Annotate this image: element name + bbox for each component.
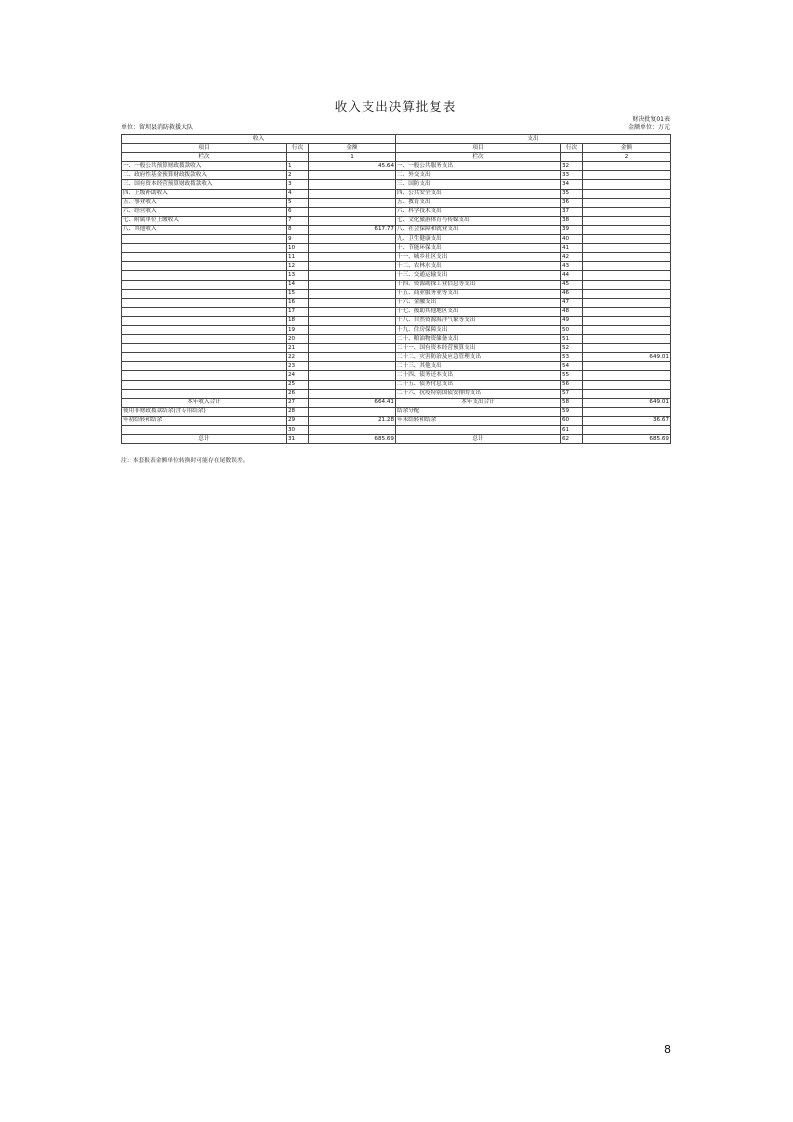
table-row <box>122 307 671 316</box>
table-row <box>122 325 671 334</box>
total-row <box>122 398 671 407</box>
expense-amount <box>583 344 671 353</box>
income-item: 五、事业收入 <box>122 198 287 207</box>
total-row <box>122 416 671 425</box>
table-row <box>122 216 671 225</box>
header-item: 项目 <box>122 144 287 153</box>
expense-line-no: 41 <box>561 244 583 253</box>
income-item: 二、政府性基金预算财政拨款收入 <box>122 171 287 180</box>
expense-item: 一、一般公共服务支出 <box>396 162 561 171</box>
income-line-no: 14 <box>287 280 309 289</box>
income-amount: 617.77 <box>309 225 396 234</box>
income-amount <box>309 216 396 225</box>
expense-amount <box>583 371 671 380</box>
table-row <box>122 380 671 389</box>
table-row <box>122 289 671 298</box>
income-line-no: 25 <box>287 380 309 389</box>
income-line-no: 2 <box>287 171 309 180</box>
income-line-no: 7 <box>287 216 309 225</box>
column-header-row <box>122 144 671 153</box>
expense-amount <box>583 380 671 389</box>
expense-amount <box>583 162 671 171</box>
income-total-label: 总计 <box>122 435 287 444</box>
expense-amount <box>583 235 671 244</box>
income-line-no: 26 <box>287 389 309 398</box>
table-row <box>122 244 671 253</box>
table-row <box>122 162 671 171</box>
income-amount <box>309 344 396 353</box>
income-amount <box>309 280 396 289</box>
income-line-no: 19 <box>287 325 309 334</box>
expense-line-no: 62 <box>561 435 583 444</box>
income-amount <box>309 235 396 244</box>
expense-amount <box>583 180 671 189</box>
expense-amount <box>583 171 671 180</box>
income-item <box>122 325 287 334</box>
expense-item: 六、科学技术支出 <box>396 207 561 216</box>
expense-line-no: 57 <box>561 389 583 398</box>
income-item <box>122 362 287 371</box>
expense-amount <box>583 335 671 344</box>
income-amount <box>309 407 396 416</box>
income-line-no: 3 <box>287 180 309 189</box>
expense-line-no: 43 <box>561 262 583 271</box>
empty-cell <box>561 153 583 162</box>
expense-item: 二十四、债务还本支出 <box>396 371 561 380</box>
income-line-no: 11 <box>287 253 309 262</box>
table-row <box>122 335 671 344</box>
income-line-no: 1 <box>287 162 309 171</box>
total-row <box>122 435 671 444</box>
expense-item: 二十一、国有资本经营预算支出 <box>396 344 561 353</box>
expense-amount <box>583 225 671 234</box>
expense-line-no: 52 <box>561 344 583 353</box>
expense-line-no: 45 <box>561 280 583 289</box>
income-amount <box>309 335 396 344</box>
income-line-no: 5 <box>287 198 309 207</box>
table-row <box>122 271 671 280</box>
table-row <box>122 362 671 371</box>
income-item <box>122 307 287 316</box>
expense-line-no: 51 <box>561 335 583 344</box>
expense-amount <box>583 325 671 334</box>
expense-total-label: 本年支出合计 <box>396 398 561 407</box>
expense-item: 十二、农林水支出 <box>396 262 561 271</box>
income-item <box>122 280 287 289</box>
expense-item: 十四、资源勘探工业信息等支出 <box>396 280 561 289</box>
income-amount <box>309 189 396 198</box>
expense-amount: 649.01 <box>583 398 671 407</box>
expense-item: 二十五、债务付息支出 <box>396 380 561 389</box>
header-line-no: 行次 <box>287 144 309 153</box>
page-number: 8 <box>664 1043 671 1056</box>
income-amount <box>309 371 396 380</box>
income-amount <box>309 207 396 216</box>
table-row <box>122 262 671 271</box>
income-item <box>122 253 287 262</box>
income-amount <box>309 253 396 262</box>
expense-total-label: 结余分配 <box>396 407 561 416</box>
income-line-no: 29 <box>287 416 309 425</box>
income-item: 四、上级补助收入 <box>122 189 287 198</box>
expense-amount: 649.01 <box>583 353 671 362</box>
expense-line-no: 56 <box>561 380 583 389</box>
expense-item: 十八、自然资源海洋气象等支出 <box>396 316 561 325</box>
empty-cell <box>287 153 309 162</box>
expense-line-no: 49 <box>561 316 583 325</box>
income-item <box>122 289 287 298</box>
table-row <box>122 189 671 198</box>
expense-item: 七、文化旅游体育与传媒支出 <box>396 216 561 225</box>
income-line-no: 6 <box>287 207 309 216</box>
expense-line-no: 36 <box>561 198 583 207</box>
income-amount <box>309 325 396 334</box>
expense-item: 二十二、灾害防治及应急管理支出 <box>396 353 561 362</box>
table-row <box>122 198 671 207</box>
expense-amount <box>583 389 671 398</box>
income-line-no: 31 <box>287 435 309 444</box>
income-amount <box>309 389 396 398</box>
expense-item: 十三、交通运输支出 <box>396 271 561 280</box>
table-row <box>122 371 671 380</box>
header-amount: 金额 <box>309 144 396 153</box>
income-total-label: 使用非财政拨款结余(含专用结余) <box>122 407 287 416</box>
expense-amount <box>583 271 671 280</box>
income-line-no: 9 <box>287 235 309 244</box>
expense-amount <box>583 244 671 253</box>
expense-amount <box>583 298 671 307</box>
income-item: 一、一般公共预算财政拨款收入 <box>122 162 287 171</box>
footnote: 注：本套报表金额单位转换时可能存在尾数误差。 <box>121 458 249 464</box>
header-item: 项目 <box>396 144 561 153</box>
total-row <box>122 407 671 416</box>
expense-item: 十九、住房保障支出 <box>396 325 561 334</box>
income-item <box>122 235 287 244</box>
expense-item: 五、教育支出 <box>396 198 561 207</box>
expense-line-no: 42 <box>561 253 583 262</box>
income-amount <box>309 362 396 371</box>
income-line-no: 28 <box>287 407 309 416</box>
table-row <box>122 280 671 289</box>
table-row <box>122 316 671 325</box>
table-row <box>122 344 671 353</box>
expense-amount <box>583 262 671 271</box>
expense-line-no: 53 <box>561 353 583 362</box>
column-index-row <box>122 153 671 162</box>
expense-item: 二十、粮油物资储备支出 <box>396 335 561 344</box>
expense-line-no: 33 <box>561 171 583 180</box>
col-index: 2 <box>583 153 671 162</box>
income-amount <box>309 289 396 298</box>
income-amount <box>309 198 396 207</box>
income-amount <box>309 271 396 280</box>
income-item: 八、其他收入 <box>122 225 287 234</box>
expense-item: 十五、商业服务业等支出 <box>396 289 561 298</box>
income-item: 六、经营收入 <box>122 207 287 216</box>
income-item <box>122 389 287 398</box>
expense-amount: 685.69 <box>583 435 671 444</box>
header-line-no: 行次 <box>561 144 583 153</box>
expense-line-no: 60 <box>561 416 583 425</box>
income-item <box>122 371 287 380</box>
income-line-no: 17 <box>287 307 309 316</box>
expense-item: 八、社会保障和就业支出 <box>396 225 561 234</box>
income-total-label: 年初结转和结余 <box>122 416 287 425</box>
income-item: 七、附属单位上缴收入 <box>122 216 287 225</box>
expense-line-no: 37 <box>561 207 583 216</box>
income-line-no: 18 <box>287 316 309 325</box>
expense-item: 二十六、抗疫特别国债安排的支出 <box>396 389 561 398</box>
table-row <box>122 180 671 189</box>
income-amount <box>309 180 396 189</box>
income-amount: 664.41 <box>309 398 396 407</box>
income-line-no: 22 <box>287 353 309 362</box>
expense-total-label <box>396 426 561 435</box>
income-line-no: 4 <box>287 189 309 198</box>
expense-line-no: 40 <box>561 235 583 244</box>
income-line-no: 24 <box>287 371 309 380</box>
income-amount <box>309 426 396 435</box>
income-line-no: 12 <box>287 262 309 271</box>
expense-item: 十七、援助其他地区支出 <box>396 307 561 316</box>
income-line-no: 15 <box>287 289 309 298</box>
income-total-label <box>122 426 287 435</box>
table-row <box>122 389 671 398</box>
expense-amount <box>583 253 671 262</box>
col-label: 栏次 <box>122 153 287 162</box>
income-line-no: 27 <box>287 398 309 407</box>
expense-line-no: 55 <box>561 371 583 380</box>
col-index: 1 <box>309 153 396 162</box>
income-item <box>122 380 287 389</box>
table-row <box>122 298 671 307</box>
expense-item: 十六、金融支出 <box>396 298 561 307</box>
reporting-unit: 单位：留坝县消防救援大队 <box>121 124 194 131</box>
expense-line-no: 59 <box>561 407 583 416</box>
expense-amount: 36.67 <box>583 416 671 425</box>
income-line-no: 30 <box>287 426 309 435</box>
expense-amount <box>583 407 671 416</box>
expense-amount <box>583 307 671 316</box>
table-row <box>122 207 671 216</box>
expense-item: 十、节能环保支出 <box>396 244 561 253</box>
expense-item: 十一、城乡社区支出 <box>396 253 561 262</box>
section-header-row <box>122 135 671 144</box>
expense-line-no: 47 <box>561 298 583 307</box>
income-item <box>122 316 287 325</box>
expense-line-no: 39 <box>561 225 583 234</box>
expense-total-label: 年末结转和结余 <box>396 416 561 425</box>
section-expense: 支出 <box>396 135 671 144</box>
page-title: 收入支出决算批复表 <box>334 99 457 114</box>
expense-amount <box>583 426 671 435</box>
col-label: 栏次 <box>396 153 561 162</box>
income-amount <box>309 244 396 253</box>
income-item <box>122 353 287 362</box>
income-amount: 45.64 <box>309 162 396 171</box>
income-line-no: 23 <box>287 362 309 371</box>
expense-line-no: 35 <box>561 189 583 198</box>
income-line-no: 8 <box>287 225 309 234</box>
income-amount: 685.69 <box>309 435 396 444</box>
income-item <box>122 244 287 253</box>
expense-line-no: 50 <box>561 325 583 334</box>
income-expense-table <box>121 134 671 444</box>
expense-item: 二、外交支出 <box>396 171 561 180</box>
income-item <box>122 271 287 280</box>
income-amount <box>309 316 396 325</box>
income-line-no: 16 <box>287 298 309 307</box>
expense-item: 三、国防支出 <box>396 180 561 189</box>
table-row <box>122 253 671 262</box>
income-amount <box>309 353 396 362</box>
income-line-no: 20 <box>287 335 309 344</box>
income-amount: 21.28 <box>309 416 396 425</box>
expense-total-label: 总计 <box>396 435 561 444</box>
table-row <box>122 353 671 362</box>
expense-item: 九、卫生健康支出 <box>396 235 561 244</box>
table-row <box>122 235 671 244</box>
expense-line-no: 46 <box>561 289 583 298</box>
table-row <box>122 171 671 180</box>
expense-line-no: 32 <box>561 162 583 171</box>
income-amount <box>309 307 396 316</box>
expense-amount <box>583 280 671 289</box>
income-line-no: 10 <box>287 244 309 253</box>
income-line-no: 13 <box>287 271 309 280</box>
income-total-label: 本年收入合计 <box>122 398 287 407</box>
income-amount <box>309 298 396 307</box>
form-code: 财决批复01表 <box>632 116 670 123</box>
expense-amount <box>583 189 671 198</box>
income-item <box>122 344 287 353</box>
income-item <box>122 335 287 344</box>
expense-item: 二十三、其他支出 <box>396 362 561 371</box>
table-row <box>122 225 671 234</box>
income-item <box>122 298 287 307</box>
expense-amount <box>583 362 671 371</box>
expense-line-no: 58 <box>561 398 583 407</box>
income-item: 三、国有资本经营预算财政拨款收入 <box>122 180 287 189</box>
expense-amount <box>583 198 671 207</box>
header-amount: 金额 <box>583 144 671 153</box>
income-amount <box>309 171 396 180</box>
total-row <box>122 426 671 435</box>
expense-amount <box>583 207 671 216</box>
income-line-no: 21 <box>287 344 309 353</box>
expense-line-no: 54 <box>561 362 583 371</box>
section-income: 收入 <box>122 135 396 144</box>
amount-unit: 金额单位：万元 <box>627 124 670 131</box>
income-amount <box>309 380 396 389</box>
expense-item: 四、公共安全支出 <box>396 189 561 198</box>
expense-amount <box>583 289 671 298</box>
income-amount <box>309 262 396 271</box>
expense-line-no: 48 <box>561 307 583 316</box>
expense-line-no: 34 <box>561 180 583 189</box>
expense-line-no: 38 <box>561 216 583 225</box>
income-item <box>122 262 287 271</box>
expense-amount <box>583 216 671 225</box>
expense-line-no: 61 <box>561 426 583 435</box>
expense-line-no: 44 <box>561 271 583 280</box>
expense-amount <box>583 316 671 325</box>
